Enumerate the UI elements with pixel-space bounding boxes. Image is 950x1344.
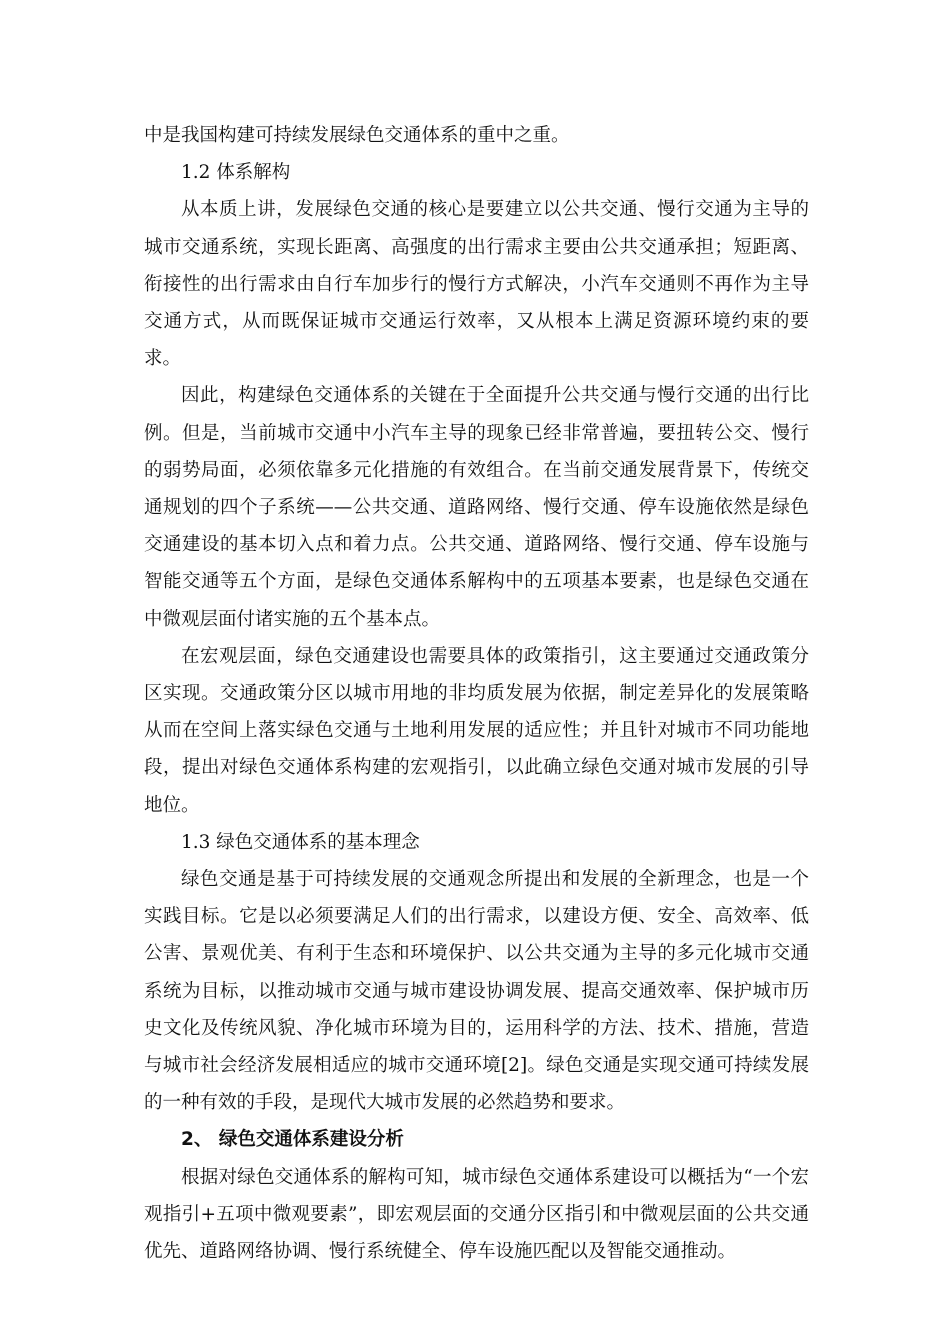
section-heading-1-2: 1.2 体系解构 <box>181 162 291 184</box>
continuation-paragraph: 中是我国构建可持续发展绿色交通体系的重中之重。 <box>144 125 570 146</box>
paragraph: 在宏观层面，绿色交通建设也需要具体的政策指引，这主要通过交通政策分区实现。交通政策分区以城市用地的非均质发展为依据，制定差异化的发展策略从而在空间上落实绿色交通与土地利用发展的适应性；并且针对城市不同功能地段，提出对绿色交通体系构建的宏观指引，以此确立绿色交通对城市发展的引导地位。 <box>144 645 809 816</box>
paragraph: 根据对绿色交通体系的解构可知，城市绿色交通体系建设可以概括为“一个宏观指引+五项中微观要素”，即宏观层面的交通分区指引和中微观层面的公共交通优先、道路网络协调、慢行系统健全、停车设施匹配以及智能交通推动。 <box>144 1166 809 1263</box>
section-heading-2: 2、 绿色交通体系建设分析 <box>181 1129 404 1151</box>
document-body <box>144 117 809 1270</box>
section-heading-1-3: 1.3 绿色交通体系的基本理念 <box>181 831 420 853</box>
paragraph: 从本质上讲，发展绿色交通的核心是要建立以公共交通、慢行交通为主导的城市交通系统，实现长距离、高强度的出行需求主要由公共交通承担；短距离、衔接性的出行需求由自行车加步行的慢行方式解决，小汽车交通则不再作为主导交通方式，从而既保证城市交通运行效率，又从根本上满足资源环境约束的要求。 <box>144 199 809 370</box>
paragraph: 绿色交通是基于可持续发展的交通观念所提出和发展的全新理念，也是一个实践目标。它是以必须要满足人们的出行需求，以建设方便、安全、高效率、低公害、景观优美、有利于生态和环境保护、以公共交通为主导的多元化城市交通系统为目标，以推动城市交通与城市建设协调发展、提高交通效率、保护城市历史文化及传统风貌、净化城市环境为目的，运用科学的方法、技术、措施，营造与城市社会经济发展相适应的城市交通环境[2]。绿色交通是实现交通可持续发展的一种有效的手段，是现代大城市发展的必然趋势和要求。 <box>144 869 809 1114</box>
paragraph: 因此，构建绿色交通体系的关键在于全面提升公共交通与慢行交通的出行比例。但是，当前城市交通中小汽车主导的现象已经非常普遍，要扭转公交、慢行的弱势局面，必须依靠多元化措施的有效组合。在当前交通发展背景下，传统交通规划的四个子系统——公共交通、道路网络、慢行交通、停车设施依然是绿色交通建设的基本切入点和着力点。公共交通、道路网络、慢行交通、停车设施与智能交通等五个方面，是绿色交通体系解构中的五项基本要素，也是绿色交通在中微观层面付诸实施的五个基本点。 <box>144 385 809 630</box>
